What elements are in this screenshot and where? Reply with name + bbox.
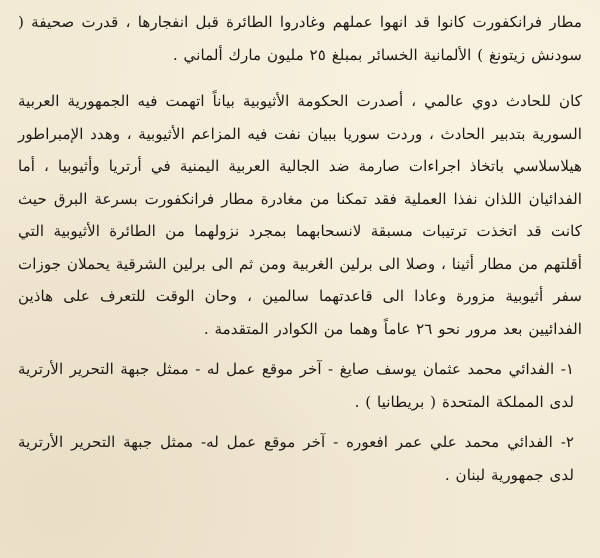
paragraph-1: مطار فرانكفورت كانوا قد انهوا عملهم وغادروا الطائرة قبل انفجارها ، قدرت صحيفة ( سودنش زيتونغ ) الألمانية الخسائر بمبلغ ٢٥ مليون مارك ألماني . [18, 13, 582, 64]
list-item-text: الفدائي محمد علي عمر افعوره - آخر موقع عمل له- ممثل جبهة التحرير الأرترية لدى جمهورية لبنان . [18, 433, 574, 484]
list-item-number: ١- [560, 360, 575, 378]
list-item-1 [18, 353, 582, 418]
list-item-2 [18, 426, 582, 491]
paragraph-gap [18, 77, 582, 85]
paragraph-2: كان للحادث دوي عالمي ، أصدرت الحكومة الأثيوبية بياناً اتهمت فيه الجمهورية العربية السورية بتدبير الحادث ، وردت سوريا ببيان نفت فيه المزاعم الأثيوبية ، وهدد الإمبراطور هيلاسلاسي باتخاذ اجراءات صارمة ضد الجالية العربية اليمنية في أرتريا وأثيوبيا ، أما الفدائيان اللذان نفذا العملية فقد تمكنا من مغادرة مطار فرانكفورت بسرعة البرق حيث كانت قد اتخذت ترتيبات مسبقة لانسحابهما بمجرد نزولهما من الطائرة الأثيوبية التي أقلتهم من مطار أثينا ، وصلا الى برلين الغربية ومن ثم الى برلين الشرقية يحملان جوزات سفر أثيوبية مزورة وعادا الى قاعدتهما سالمين ، وحان الوقت للتعرف على هاذين الفدائيين بعد مرور نحو ٢٦ عاماً وهما من الكوادر المتقدمة . [18, 92, 582, 338]
paragraph-gap [18, 345, 582, 353]
list-item-text: الفدائي محمد عثمان يوسف صايغ - آخر موقع عمل له - ممثل جبهة التحرير الأرترية لدى المملكة المتحدة ( بريطانيا ) . [18, 360, 574, 411]
list-item-number: ٢- [560, 433, 574, 451]
